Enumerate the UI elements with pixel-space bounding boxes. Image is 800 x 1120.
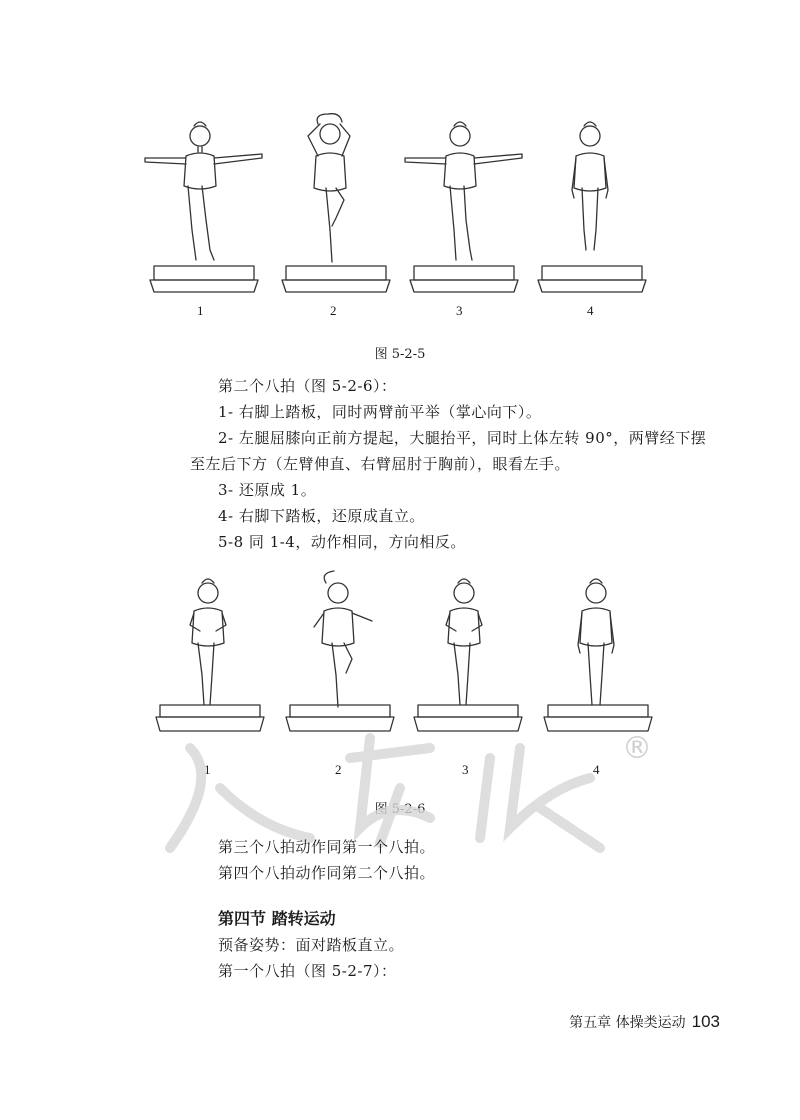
figure-5-2-6-caption: 图 5-2-6 xyxy=(374,802,426,817)
paragraph-line: 预备姿势：面对踏板直立。 xyxy=(218,936,405,954)
figure-5-2-6-label-2: 2 xyxy=(335,762,342,777)
figure-5-2-5-caption: 图 5-2-5 xyxy=(374,347,426,362)
figure-5-2-5-pose-2 xyxy=(282,114,390,292)
paragraph-line: 1- 右脚上踏板，同时两臂前平举（掌心向下）。 xyxy=(218,403,542,421)
figure-5-2-5-label-3: 3 xyxy=(456,303,463,318)
figure-5-2-6-label-3: 3 xyxy=(462,762,469,777)
paragraph-line: 第一个八拍（图 5-2-7）： xyxy=(218,962,397,980)
paragraph-line: 至左后下方（左臂伸直、右臂屈肘于胸前），眼看左手。 xyxy=(190,455,571,473)
paragraph-line: 3- 还原成 1。 xyxy=(218,481,317,499)
page-number: 103 xyxy=(691,1012,720,1031)
figure-5-2-5-label-4: 4 xyxy=(587,303,594,318)
chapter-title: 第五章 体操类运动 xyxy=(569,1015,686,1031)
figure-5-2-5-pose-4 xyxy=(538,122,646,292)
figure-5-2-5-label-2: 2 xyxy=(330,303,337,318)
figure-5-2-5-label-1: 1 xyxy=(197,303,204,318)
figure-5-2-6-label-4: 4 xyxy=(593,762,600,777)
figure-5-2-6-label-1: 1 xyxy=(204,762,211,777)
paragraph-line: 第二个八拍（图 5-2-6）： xyxy=(218,377,397,395)
figure-5-2-5-pose-3 xyxy=(405,122,522,292)
paragraph-line: 2- 左腿屈膝向正前方提起，大腿抬平，同时上体左转 90°，两臂经下摆 xyxy=(218,429,707,447)
svg-text:®: ® xyxy=(622,731,652,766)
figure-5-2-6-pose-2 xyxy=(286,571,394,731)
page-footer xyxy=(569,1012,720,1032)
section-heading: 第四节 踏转运动 xyxy=(218,909,336,928)
figure-5-2-6-pose-4 xyxy=(544,579,652,731)
figure-5-2-6-pose-3 xyxy=(414,579,522,731)
paragraph-line: 5-8 同 1-4，动作相同，方向相反。 xyxy=(218,533,466,551)
figure-5-2-6-pose-1 xyxy=(156,579,264,731)
figure-5-2-5-pose-1 xyxy=(145,122,262,292)
paragraph-line: 第四个八拍动作同第二个八拍。 xyxy=(218,864,436,882)
paragraph-line: 4- 右脚下踏板，还原成直立。 xyxy=(218,507,425,525)
paragraph-line: 第三个八拍动作同第一个八拍。 xyxy=(218,838,436,856)
